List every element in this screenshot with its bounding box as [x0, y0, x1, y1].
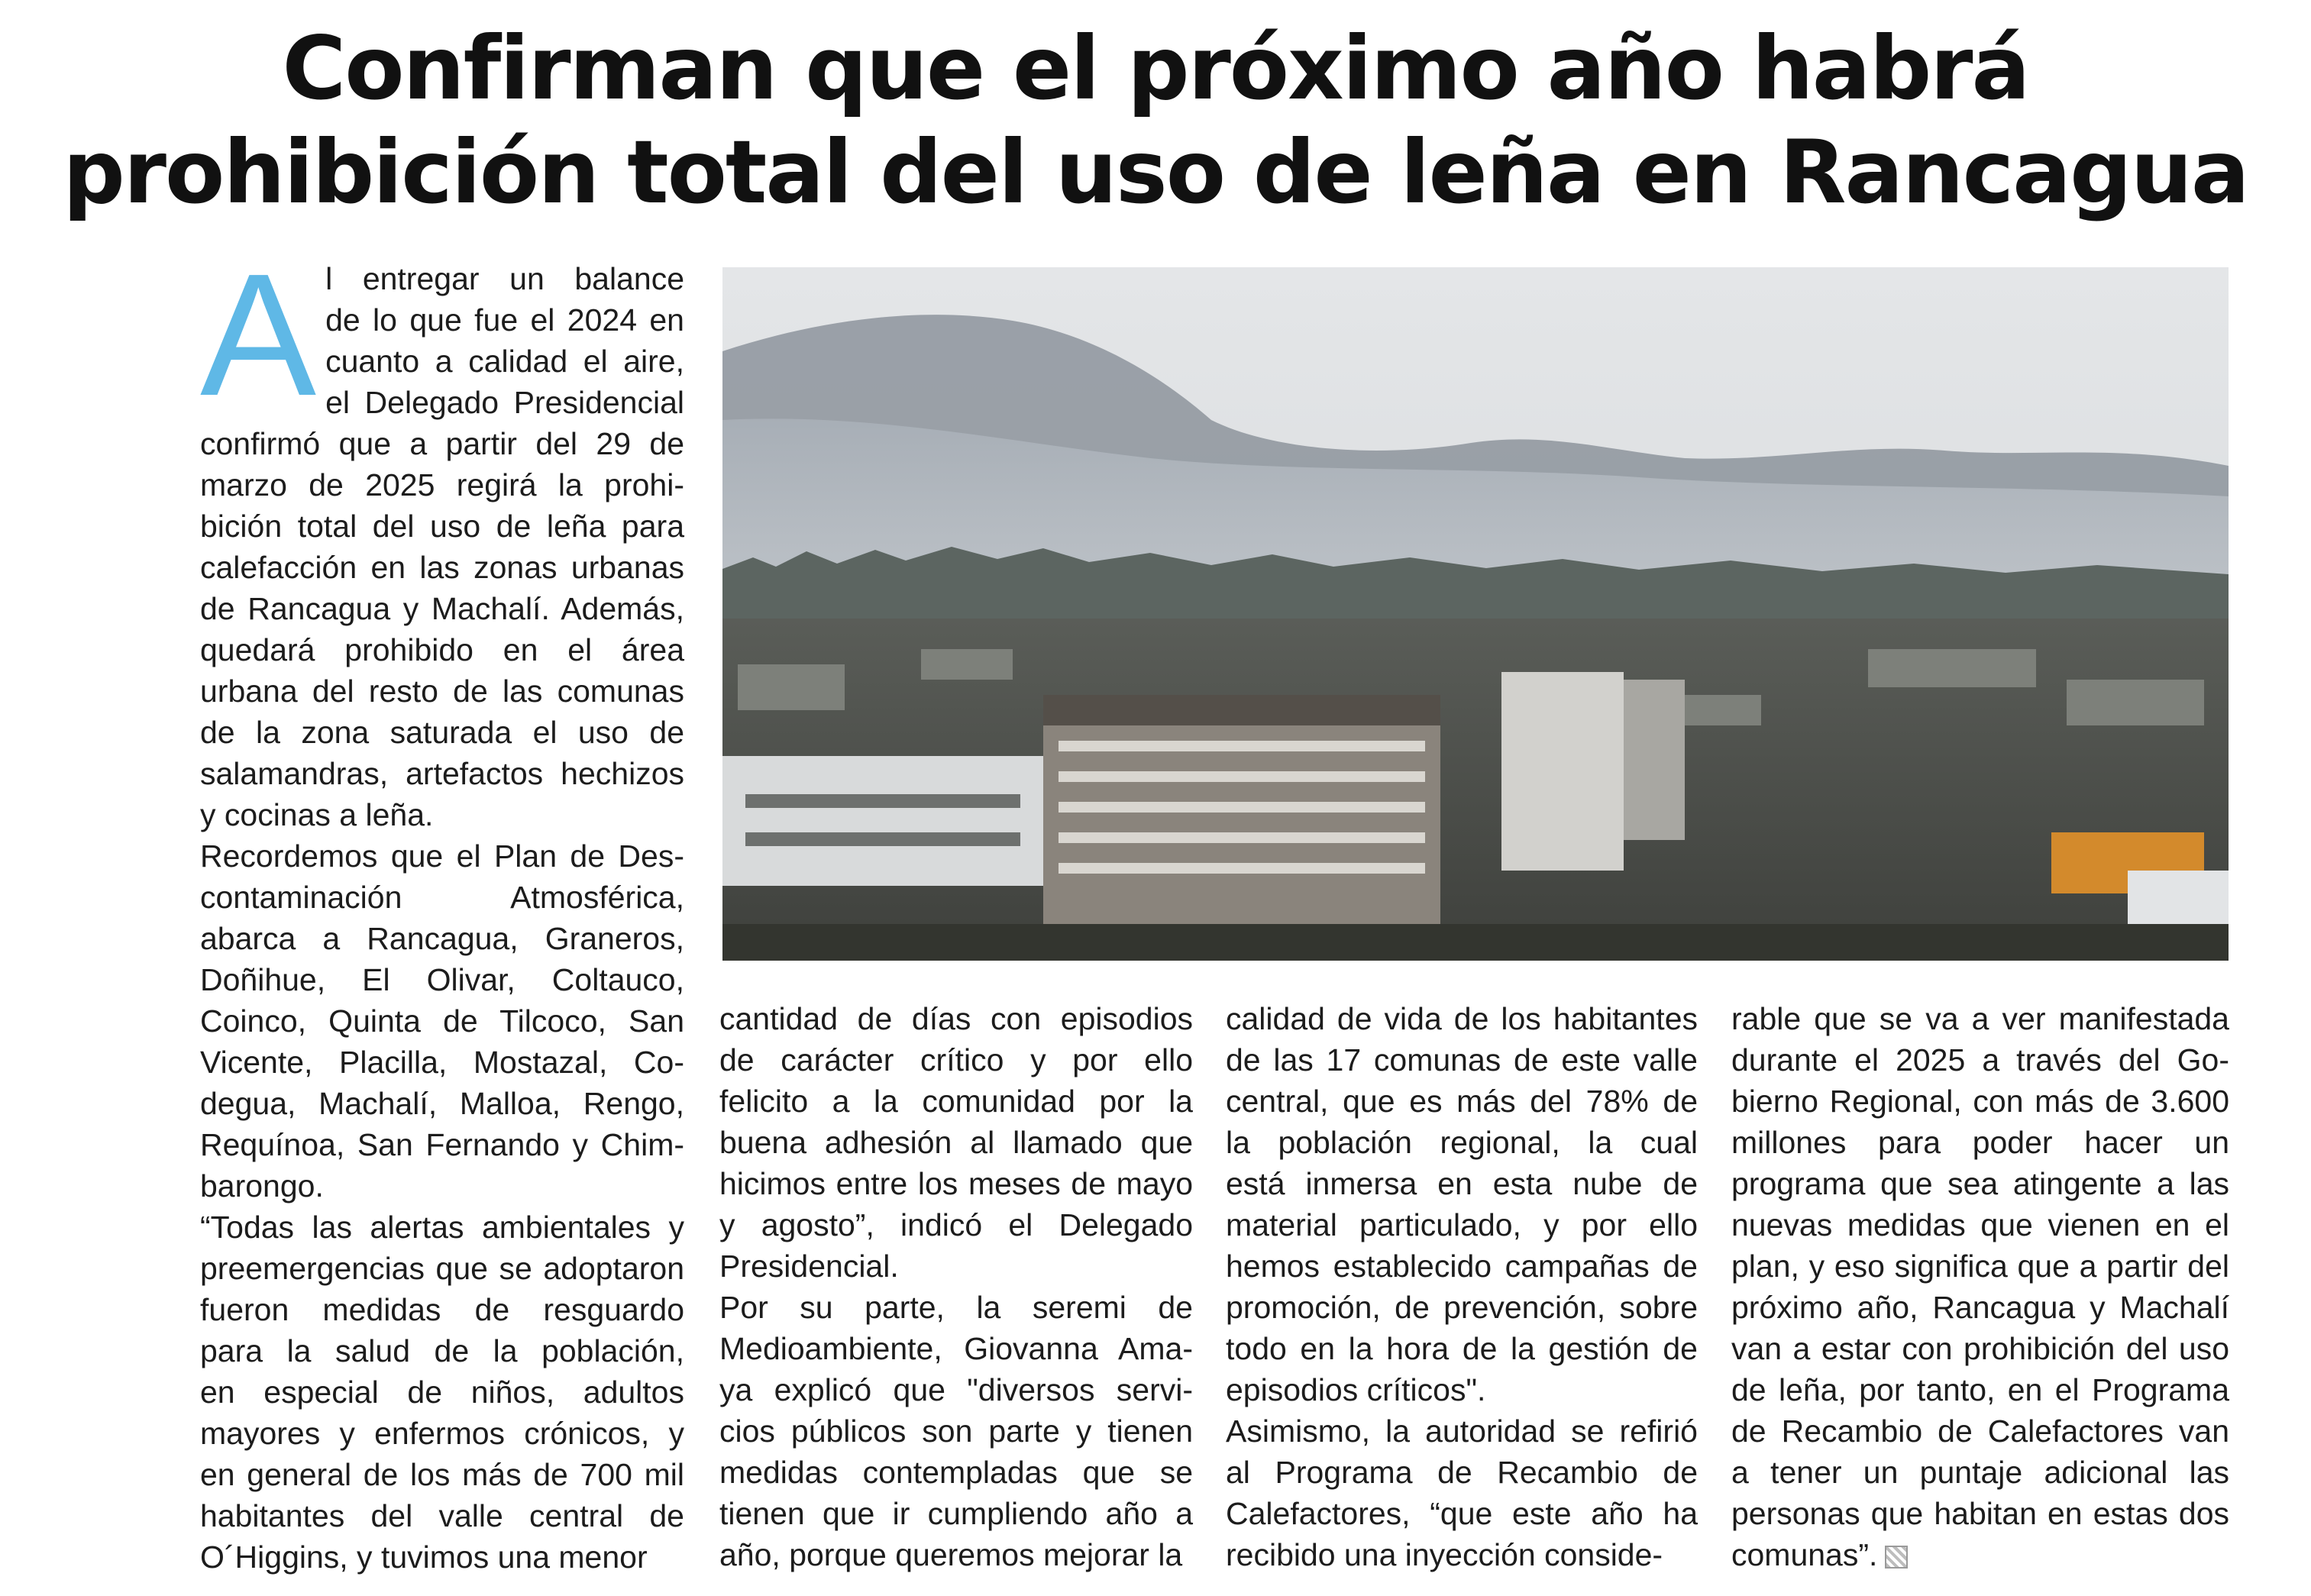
column-1-lines: [200, 238, 684, 1578]
col4-line: durante el 2025 a través del Go-: [1731, 1042, 2229, 1077]
article-column-1: [200, 238, 684, 1578]
col4-line: plan, y eso significa que a partir del: [1731, 1249, 2229, 1284]
col3-line: al Programa de Recambio de: [1226, 1455, 1698, 1490]
col1-line: de la zona saturada el uso de: [200, 715, 684, 750]
col3-line: todo en la hora de la gestión de: [1226, 1331, 1698, 1366]
col3-line: hemos establecido campañas de: [1226, 1249, 1698, 1284]
city-mountain-photo-icon: [722, 267, 2229, 961]
col1-line: Recordemos que el Plan de Des-: [200, 838, 684, 874]
col1-line: urbana del resto de las comunas: [200, 674, 684, 709]
col1-line: abarca a Rancagua, Graneros,: [200, 921, 684, 956]
city-mountain-photo: [722, 267, 2229, 961]
col2-line: Presidencial.: [719, 1249, 899, 1284]
col2-line: y agosto”, indicó el Delegado: [719, 1207, 1193, 1242]
col1-line: l entregar un balance: [325, 261, 684, 296]
col2-line: ya explicó que "diversos servi-: [719, 1372, 1193, 1407]
column-2-lines: [719, 998, 1193, 1575]
col4-line: próximo año, Rancagua y Machalí: [1731, 1290, 2229, 1325]
col2-line: de carácter crítico y por ello: [719, 1042, 1193, 1077]
col1-line: el Delegado Presidencial: [325, 385, 684, 420]
col1-line: de lo que fue el 2024 en: [325, 302, 684, 338]
col1-line: Coinco, Quinta de Tilcoco, San: [200, 1003, 684, 1039]
col1-line: en especial de niños, adultos: [200, 1375, 684, 1410]
col1-line: cuanto a calidad el aire,: [325, 344, 684, 379]
col2-line: medidas contempladas que se: [719, 1455, 1193, 1490]
col1-line: preemergencias que se adoptaron: [200, 1251, 684, 1286]
col3-line: central, que es más del 78% de: [1226, 1084, 1698, 1119]
col1-line: habitantes del valle central de: [200, 1498, 684, 1533]
col2-line: cios públicos son parte y tienen: [719, 1413, 1193, 1449]
column-3-lines: [1226, 998, 1698, 1575]
col1-line: mayores y enfermos crónicos, y: [200, 1416, 684, 1451]
col4-line: a tener un puntaje adicional las: [1731, 1455, 2229, 1490]
col3-line: material particulado, y por ello: [1226, 1207, 1698, 1242]
col1-line: O´Higgins, y tuvimos una menor: [200, 1539, 648, 1575]
col3-line: Asimismo, la autoridad se refirió: [1226, 1413, 1698, 1449]
col3-line: de las 17 comunas de este valle: [1226, 1042, 1698, 1077]
end-of-article-icon: [1885, 1546, 1908, 1569]
col4-line: van a estar con prohibición del uso: [1731, 1331, 2229, 1366]
col3-line: promoción, de prevención, sobre: [1226, 1290, 1698, 1325]
col1-line: contaminación Atmosférica,: [200, 880, 684, 915]
col4-line: de leña, por tanto, en el Programa: [1731, 1372, 2229, 1407]
col2-line: año, porque queremos mejorar la: [719, 1537, 1183, 1572]
col2-line: cantidad de días con episodios: [719, 1001, 1193, 1036]
col1-line: quedará prohibido en el área: [200, 632, 684, 667]
col4-line: rable que se va a ver manifestada: [1731, 1001, 2229, 1036]
col3-line: calidad de vida de los habitantes: [1226, 1001, 1698, 1036]
col1-line: “Todas las alertas ambientales y: [200, 1210, 684, 1245]
headline-line-1: Confirman que el próximo año habrá: [282, 18, 2029, 119]
col1-line: salamandras, artefactos hechizos: [200, 756, 684, 791]
article-headline: [0, 17, 2311, 225]
col1-line: confirmó que a partir del 29 de: [200, 426, 684, 461]
col1-line: Requínoa, San Fernando y Chim-: [200, 1127, 684, 1162]
article-column-2: [719, 998, 1193, 1575]
col4-line: programa que sea atingente a las: [1731, 1166, 2229, 1201]
col1-line: en general de los más de 700 mil: [200, 1457, 684, 1492]
col1-line: para la salud de la población,: [200, 1333, 684, 1368]
col1-line: de Rancagua y Machalí. Además,: [200, 591, 684, 626]
col3-line: episodios críticos".: [1226, 1372, 1486, 1407]
drop-cap: A: [200, 238, 317, 432]
col4-line: de Recambio de Calefactores van: [1731, 1413, 2229, 1449]
col1-line: bición total del uso de leña para: [200, 509, 684, 544]
article-column-3: [1226, 998, 1698, 1575]
col2-line: felicito a la comunidad por la: [719, 1084, 1193, 1119]
col1-line: barongo.: [200, 1168, 324, 1203]
col2-line: buena adhesión al llamado que: [719, 1125, 1193, 1160]
col1-line: Vicente, Placilla, Mostazal, Co-: [200, 1045, 684, 1080]
col4-line: personas que habitan en estas dos: [1731, 1496, 2229, 1531]
col2-line: Medioambiente, Giovanna Ama-: [719, 1331, 1193, 1366]
col1-line: Doñihue, El Olivar, Coltauco,: [200, 962, 684, 997]
col3-line: está inmersa en esta nube de: [1226, 1166, 1698, 1201]
col2-line: hicimos entre los meses de mayo: [719, 1166, 1193, 1201]
col1-line: fueron medidas de resguardo: [200, 1292, 684, 1327]
col1-line: calefacción en las zonas urbanas: [200, 550, 684, 585]
col4-line: comunas”.: [1731, 1534, 2229, 1575]
col4-line: nuevas medidas que vienen en el: [1731, 1207, 2229, 1242]
col3-line: Calefactores, “que este año ha: [1226, 1496, 1698, 1531]
col1-line: y cocinas a leña.: [200, 797, 434, 832]
col1-line: marzo de 2025 regirá la prohi-: [200, 467, 684, 502]
col2-line: tienen que ir cumpliendo año a: [719, 1496, 1193, 1531]
headline-line-2: prohibición total del uso de leña en Rancagua: [63, 121, 2248, 223]
column-4-lines: [1731, 998, 2229, 1575]
col1-line: degua, Machalí, Malloa, Rengo,: [200, 1086, 684, 1121]
col3-line: recibido una inyección conside-: [1226, 1537, 1663, 1572]
article-column-4: [1731, 998, 2229, 1575]
col3-line: la población regional, la cual: [1226, 1125, 1698, 1160]
col4-line: bierno Regional, con más de 3.600: [1731, 1084, 2229, 1119]
col2-line: Por su parte, la seremi de: [719, 1290, 1193, 1325]
col4-line: millones para poder hacer un: [1731, 1125, 2229, 1160]
